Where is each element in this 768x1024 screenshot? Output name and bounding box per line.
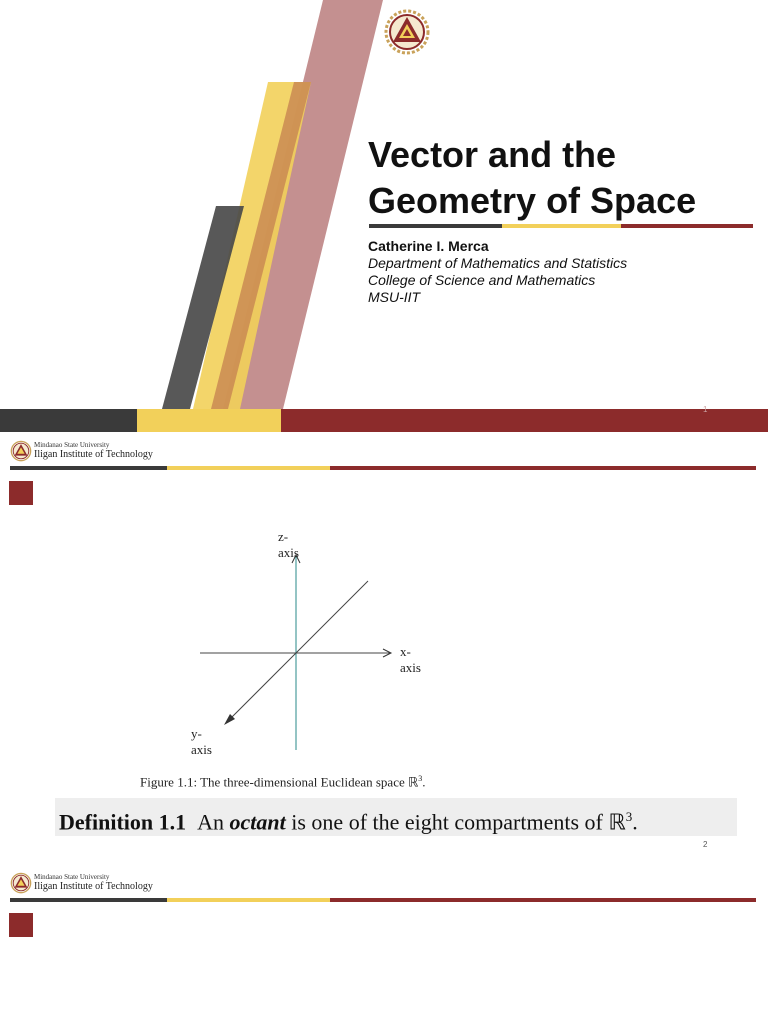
header-line-dark <box>10 898 167 902</box>
author-name: Catherine I. Merca <box>368 238 489 254</box>
logo-institute: Iligan Institute of Technology <box>34 449 153 460</box>
underline-dark <box>369 224 502 228</box>
section-marker <box>9 913 33 937</box>
caption-period: . <box>422 774 426 790</box>
content-slide <box>0 432 768 864</box>
logo-university: Mindanao State University <box>34 441 110 449</box>
header-line-gold <box>167 466 330 470</box>
definition-superscript: 3 <box>625 809 633 824</box>
y-axis-line <box>226 581 368 723</box>
next-slide <box>0 864 768 1024</box>
title-slide <box>0 0 768 432</box>
presentation-title <box>368 132 758 224</box>
footer-bar-maroon <box>281 409 768 432</box>
section-marker <box>9 481 33 505</box>
university-logo <box>10 870 170 898</box>
header-line-maroon <box>330 466 756 470</box>
university-logo <box>10 438 170 466</box>
definition-box <box>55 798 737 836</box>
definition-term: octant <box>229 809 286 835</box>
caption-superscript: 3 <box>418 774 423 783</box>
msu-iit-seal-icon <box>10 440 32 462</box>
msu-iit-seal-icon <box>383 8 431 56</box>
title-line-1: Vector and the <box>368 134 617 175</box>
msu-iit-seal-icon <box>10 872 32 894</box>
caption-text: Figure 1.1: The three-dimensional Euclidean space ℝ <box>140 774 419 790</box>
underline-maroon <box>621 224 753 228</box>
definition-period: . <box>632 809 638 835</box>
header-line-gold <box>167 898 330 902</box>
z-axis-label: z-axis <box>278 529 299 560</box>
university: MSU-IIT <box>368 289 421 305</box>
title-line-2: Geometry of Space <box>368 180 697 221</box>
logo-university: Mindanao State University <box>34 873 110 881</box>
figure-caption <box>140 774 426 790</box>
college: College of Science and Mathematics <box>368 272 596 288</box>
underline-gold <box>502 224 621 228</box>
page-number: 1 <box>703 405 708 414</box>
header-line-maroon <box>330 898 756 902</box>
axes-drawing <box>180 527 460 752</box>
definition-text-before: An <box>197 809 225 835</box>
logo-institute: Iligan Institute of Technology <box>34 881 153 892</box>
header-line-dark <box>10 466 167 470</box>
page-number: 2 <box>703 840 708 849</box>
x-axis-label: x-axis <box>400 644 421 675</box>
department: Department of Mathematics and Statistics <box>368 255 628 271</box>
definition-text-after: is one of the eight compartments of ℝ <box>291 809 626 835</box>
footer-bar-dark <box>0 409 137 432</box>
footer-bar-gold <box>137 409 281 432</box>
y-axis-label: y-axis <box>191 726 212 757</box>
definition-label: Definition 1.1 <box>59 809 187 835</box>
